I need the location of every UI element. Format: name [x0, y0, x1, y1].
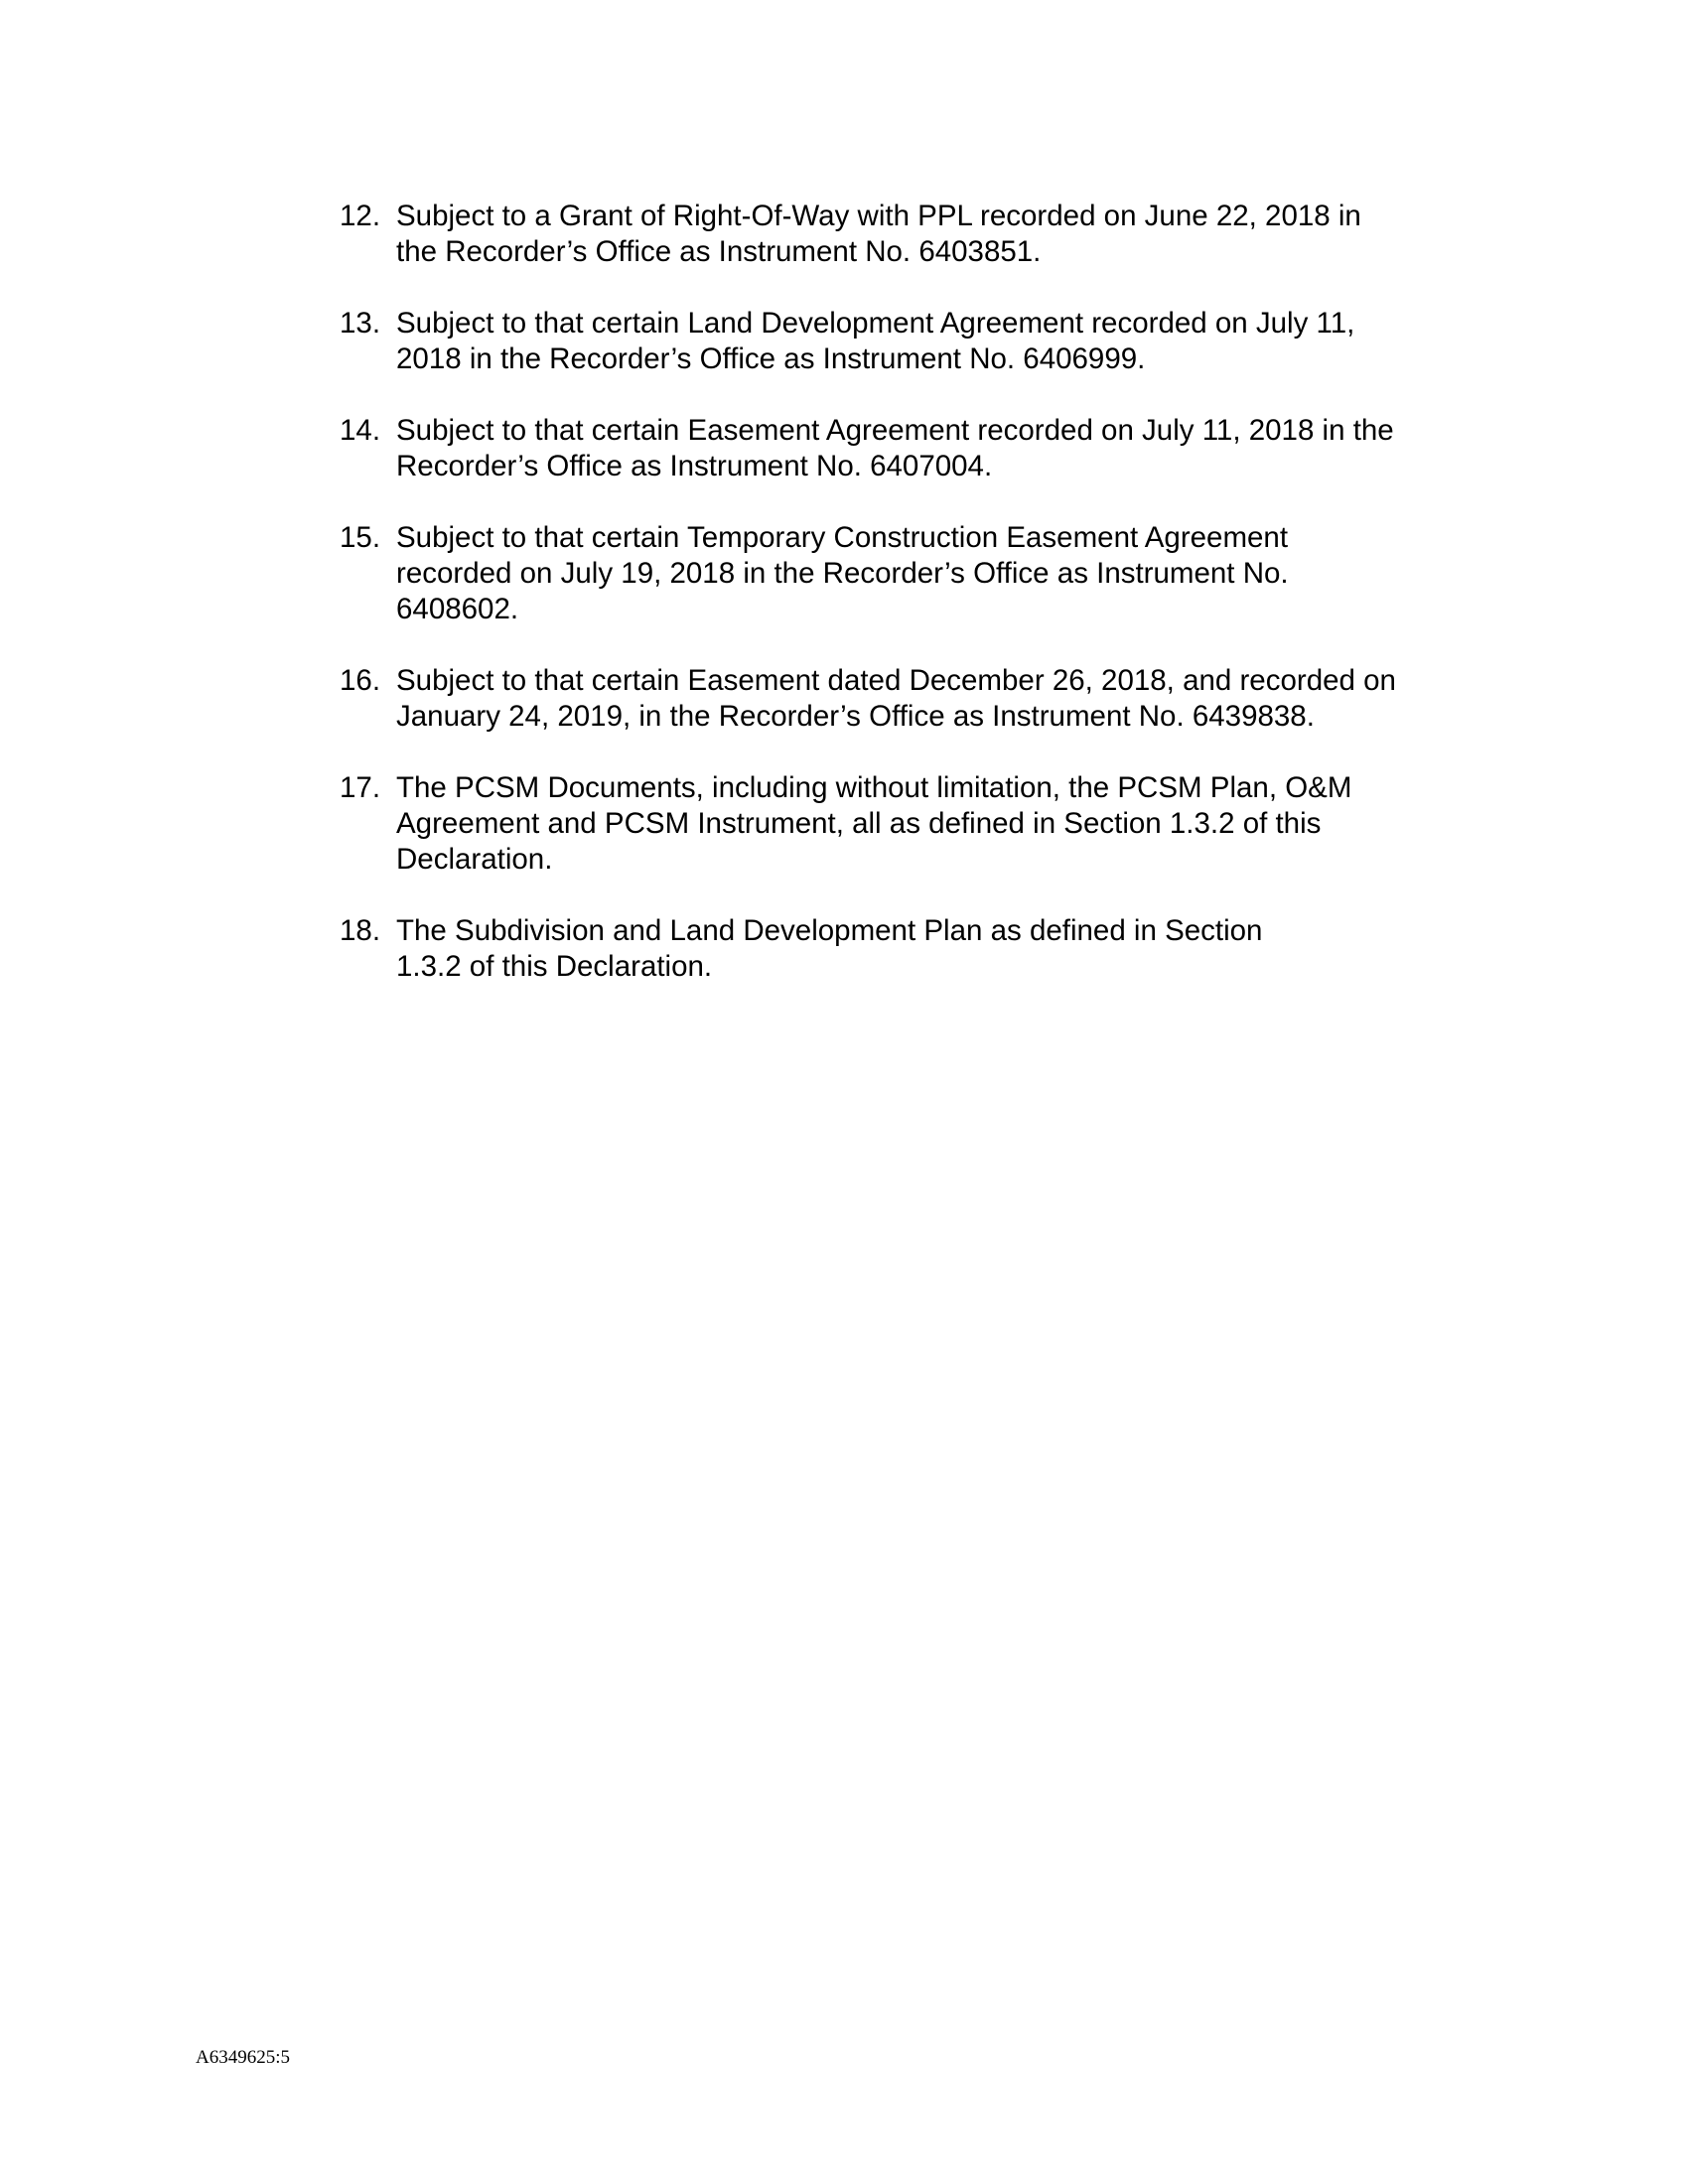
item-text — [396, 520, 1488, 627]
item-line: Agreement and PCSM Instrument, all as defined in Section 1.3.2 of this — [396, 807, 1322, 840]
list-item — [340, 520, 1491, 627]
item-line: recorded on July 19, 2018 in the Recorder’s Office as Instrument No. — [396, 557, 1289, 590]
item-number: 15. — [340, 521, 381, 554]
item-line: Subject to that certain Easement Agreement recorded on July 11, 2018 in the — [396, 414, 1394, 447]
item-line: 1.3.2 of this Declaration. — [396, 950, 713, 983]
item-line: 6408602. — [396, 593, 519, 625]
list-item — [340, 913, 1491, 985]
item-line: Subject to that certain Easement dated December 26, 2018, and recorded on — [396, 664, 1396, 697]
item-line: January 24, 2019, in the Recorder’s Office as Instrument No. 6439838. — [396, 700, 1315, 733]
item-text — [396, 413, 1488, 484]
item-text — [396, 663, 1488, 735]
list-item — [340, 663, 1491, 735]
item-number: 17. — [340, 771, 381, 804]
list-item — [340, 770, 1491, 878]
item-number: 16. — [340, 664, 381, 697]
item-line: Recorder’s Office as Instrument No. 6407004. — [396, 450, 993, 482]
item-line: Subject to that certain Temporary Construction Easement Agreement — [396, 521, 1289, 554]
item-number: 13. — [340, 307, 381, 340]
list-item — [340, 199, 1491, 270]
item-line: Subject to a Grant of Right-Of-Way with PPL recorded on June 22, 2018 in — [396, 200, 1361, 232]
item-line: the Recorder’s Office as Instrument No. 6403851. — [396, 235, 1042, 268]
list-item — [340, 413, 1491, 484]
item-line: The PCSM Documents, including without limitation, the PCSM Plan, O&M — [396, 771, 1352, 804]
item-line: Subject to that certain Land Development Agreement recorded on July 11, — [396, 307, 1355, 340]
item-text — [396, 913, 1488, 985]
item-text — [396, 770, 1488, 878]
item-text — [396, 306, 1488, 377]
item-number: 14. — [340, 414, 381, 447]
item-line: The Subdivision and Land Development Plan as defined in Section — [396, 914, 1263, 947]
document-footer-id: A6349625:5 — [196, 2047, 290, 2068]
item-number: 18. — [340, 914, 381, 947]
item-text — [396, 199, 1488, 270]
item-number: 12. — [340, 200, 381, 232]
item-line: 2018 in the Recorder’s Office as Instrument No. 6406999. — [396, 342, 1146, 375]
numbered-list — [340, 199, 1491, 1021]
list-item — [340, 306, 1491, 377]
item-line: Declaration. — [396, 843, 553, 876]
